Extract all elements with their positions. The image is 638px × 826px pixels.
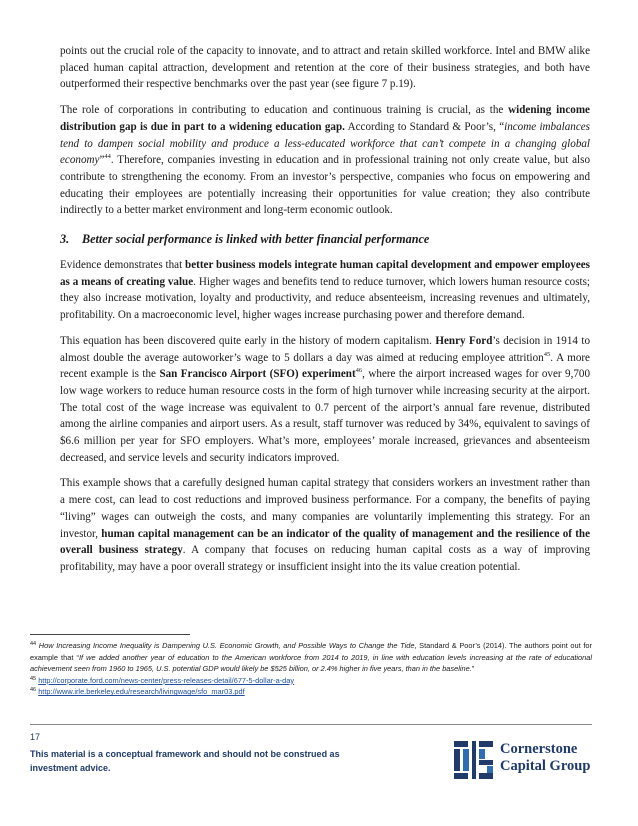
footnote-ref-44[interactable]: 44 (104, 153, 111, 161)
footnote-separator (30, 634, 190, 635)
logo-line-1: Cornerstone (500, 741, 578, 757)
footnote-number: 46 (30, 687, 37, 694)
section-heading (60, 231, 590, 247)
page-number: 17 (30, 732, 41, 742)
company-logo (452, 739, 594, 781)
footnote-quote: If we added another year of education to the American workforce from 2014 to 2019, in line with education levels increasing at the rate of educational achievement seen from 1960 to 1965, U.S. potential GDP would likely be $525 billion, or 2.4% higher in five years, than in the baseline. (30, 652, 592, 674)
body-text (60, 43, 590, 585)
section-number: 3. (60, 232, 70, 247)
emphasis-human-capital-management: human capital management can be an indicator of the quality of management and the resilience of the overall business strategy (60, 527, 590, 557)
emphasis-business-models: better business models integrate human capital development and empower employees as a means of creating value (60, 259, 591, 288)
emphasis-henry-ford: Henry Ford (435, 334, 493, 347)
footnote-number: 44 (30, 641, 37, 647)
cornerstone-logo-icon (452, 739, 496, 781)
paragraph-1: points out the crucial role of the capacity to innovate, and to attract and retain skilled workforce. Intel and BMW alike placed human capital attraction, development and retention at the core of their business strategies, and both have outperformed their respective benchmarks over the past year (see figure 7 p.19). (60, 45, 590, 91)
paragraph-2: The role of corporations in contributing to education and continuous training is crucial, as the widening income distribution gap is due in part to a widening education gap. According to Standard & Poor’s, “income imbalances tend to dampen social mobility and produce a less-educated workforce that can’t compete in a changing global economy”$^{44}$. Therefore, companies investing in education and in professional training not only create value, but also contribute to strengthening the economy. From an investor’s perspective, companies who focus on empowering and educating their employees are potentially increasing their opportunities for value creation; they also contribute indirectly to a better market environment and long-term economic outlook. (60, 104, 590, 217)
paragraph-4: This equation has been discovered quite early in the history of modern capitalism. Henry Ford’s decision in 1914 to almost double the average autoworker’s wage to 5 dollars a day was aimed at reducing employee attrition$^{45}$. A more recent example is the San Francisco Airport (SFO) experiment$^{46}$, where the airport increased wages for over 9,700 low wage workers to reduce human resource costs in the form of high turnover while increasing security at the airport. The total cost of the wage increase was equivalent to 0.7 percent of the airport’s annual fare revenue, distributed among the airline companies and airport users. As a result, staff turnover was reduced by 34%, equivalent to savings of $6.6 million per year for SFO employers. What’s more, employees’ morale increased, grievances and absenteeism decreased, and service levels and security indicators improved. (60, 334, 590, 464)
quote-income-imbalances: income imbalances tend to dampen social mobility and produce a less-educated workforce that can’t compete in a changing global economy (60, 120, 590, 167)
footnote-ref-46[interactable]: 46 (355, 367, 363, 375)
footer-divider (30, 724, 592, 725)
footnote-number: 45 (30, 675, 37, 682)
section-title: Better social performance is linked with better financial performance (82, 232, 430, 247)
logo-wordmark (500, 741, 590, 775)
footnote-ref-45[interactable]: 45 (543, 350, 551, 358)
footnote-45 (30, 675, 592, 687)
footnote-link-ford[interactable]: http://corporate.ford.com/news-center/press-releases-detail/677-5-dollar-a-day (38, 675, 295, 685)
logo-line-2: Capital Group (500, 758, 591, 774)
footnote-46 (30, 686, 592, 698)
emphasis-income-gap: widening income distribution gap is due in part to a widening education gap. (60, 104, 590, 133)
footnote-44: $^{44}$ How Increasing Income Inequality is Dampening U.S. Economic Growth, and Possible Ways to Change the Tide, Standard & Poor’s (2014). The authors point out for example that “If we added another year of education to the American workforce from 2014 to 2019, in line with education levels increasing at the rate of educational achievement seen from 1960 to 1965, U.S. potential GDP would likely be $525 billion, or 2.4% higher in five years, than in the baseline.” (30, 641, 592, 674)
footnote-link-berkeley[interactable]: http://www.irle.berkeley.edu/research/livingwage/sfo_mar03.pdf (38, 687, 245, 697)
footnotes (30, 640, 592, 698)
footnote-title: How Increasing Income Inequality is Dampening U.S. Economic Growth, and Possible Ways to Change the Tide (38, 641, 415, 650)
paragraph-5: This example shows that a carefully designed human capital strategy that considers workers an investment rather than a mere cost, can lead to cost reductions and improved business performance. For a company, the benefits of paying “living” wages can outweigh the costs, and many companies are voluntarily implementing this strategy. For an investor, human capital management can be an indicator of the quality of management and the resilience of the overall business strategy. A company that focuses on reducing human capital costs as a way of improving profitability, may have a poor overall strategy or insufficient insight into the its value creation potential. (60, 477, 590, 573)
emphasis-sfo-experiment: San Francisco Airport (SFO) experiment (159, 368, 356, 381)
disclaimer-text: This material is a conceptual framework and should not be construed as investment advice. (30, 749, 340, 773)
paragraph-3: Evidence demonstrates that better business models integrate human capital development and empower employees as a means of creating value. Higher wages and benefits tend to reduce turnover, which lowers human resource costs; they also increase motivation, loyalty and productivity, and reduce absenteeism, increasing revenues and ultimately, profitability. On a macroeconomic level, higher wages increase purchasing power and therefore demand. (60, 259, 591, 322)
